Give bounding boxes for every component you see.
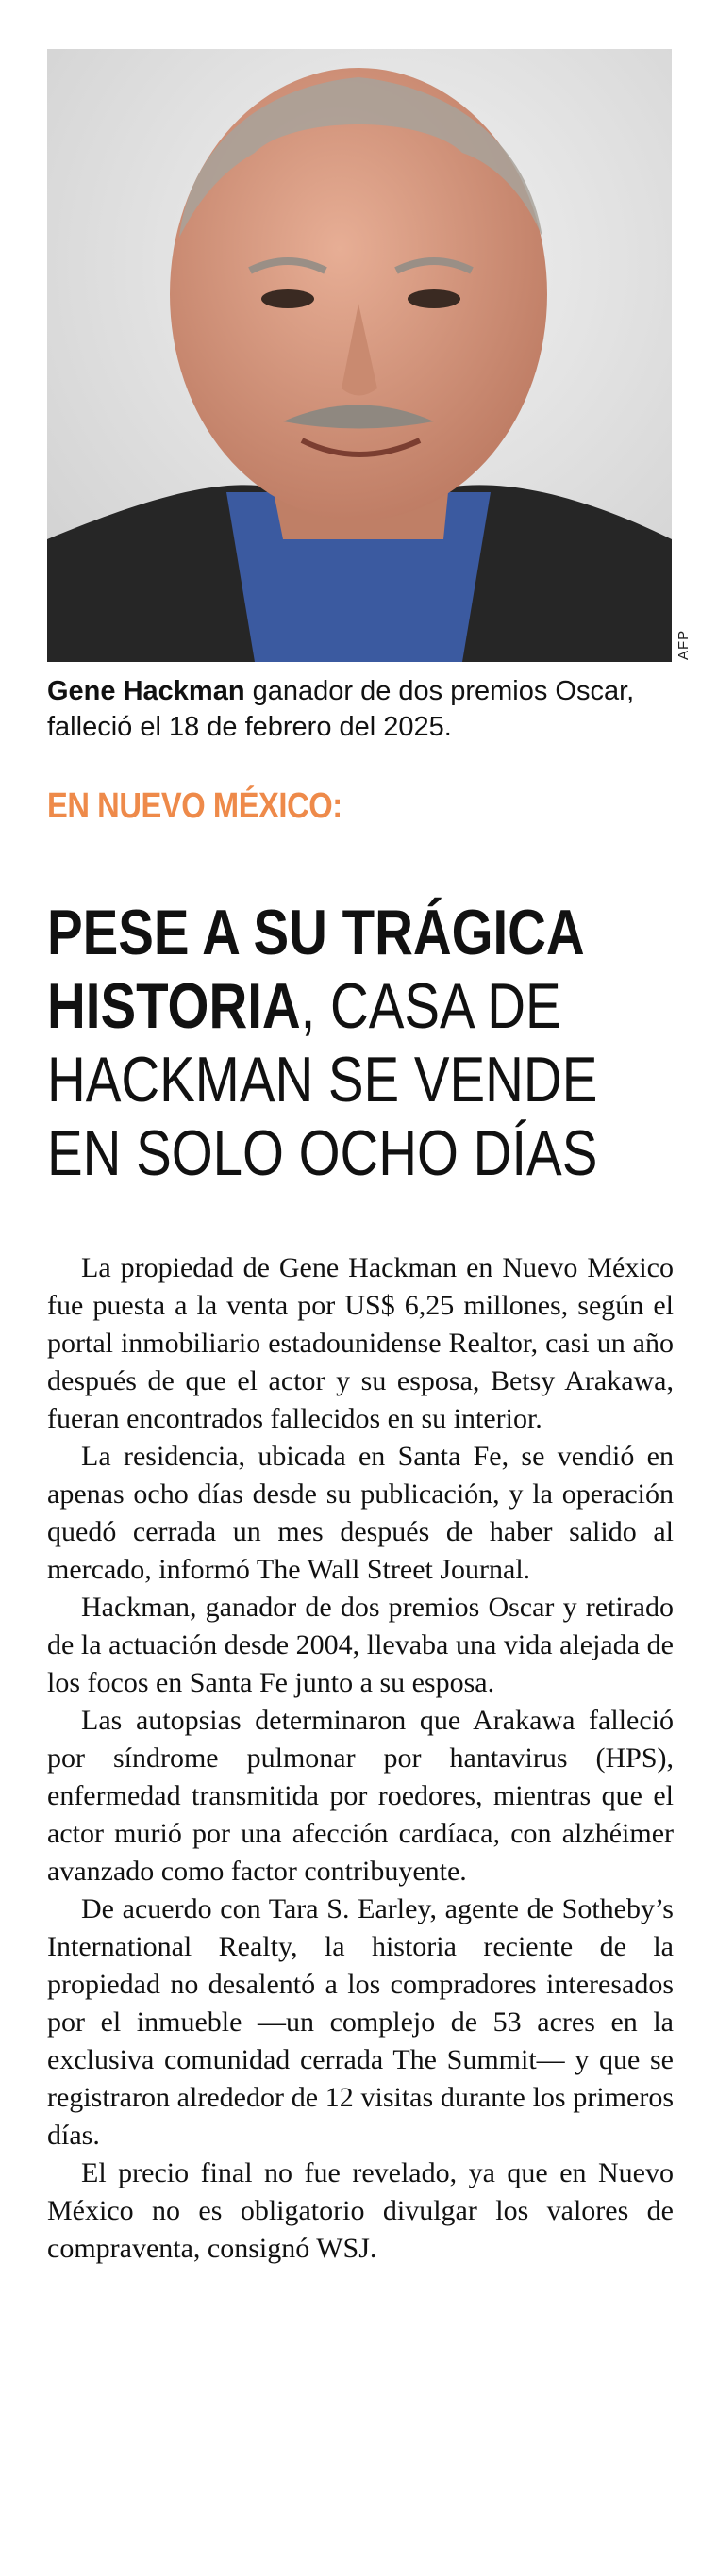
headline: [47, 896, 642, 1190]
article-paragraph: Hackman, ganador de dos premios Oscar y retirado de la actuación desde 2004, llevaba una vida alejada de los focos en Santa Fe junto a su esposa.: [47, 1592, 674, 1698]
caption-text: ganador de dos premios Oscar, falleció el 18 de febrero del 2025.: [47, 676, 635, 742]
article-paragraph: De acuerdo con Tara S. Earley, agente de Sotheby’s International Realty, la historia reciente de la propiedad no desalentó a los compradores interesados por el inmueble —un complejo de 53 acres en la exclusiva comunidad cerrada The Summit— y que se registraron alrededor de 12 visitas durante los primeros días.: [47, 1893, 674, 2151]
photo-credit: AFP: [675, 629, 692, 660]
article-paragraph: Las autopsias determinaron que Arakawa falleció por síndrome pulmonar por hantavirus (HPS), enfermedad transmitida por roedores, mientras que el actor murió por una afección cardíaca, con alzhéimer avanzado como factor contribuyente.: [47, 1705, 674, 1887]
article-body: [47, 1249, 674, 2268]
article-paragraph: El precio final no fue revelado, ya que en Nuevo México no es obligatorio divulgar los valores de compraventa, consignó WSJ.: [47, 2157, 674, 2264]
section-label: EN NUEVO MÉXICO:: [47, 786, 342, 826]
photo-gene-hackman: [47, 49, 672, 662]
caption-name: Gene Hackman: [47, 676, 245, 706]
portrait-image: [47, 49, 672, 662]
headline-bold: PESE A SU TRÁGICA HISTORIA: [47, 897, 583, 1042]
headline-rest: , CASA DE HACKMAN SE VENDE EN SOLO OCHO DÍAS: [47, 970, 598, 1189]
article-paragraph: La residencia, ubicada en Santa Fe, se vendió en apenas ocho días desde su publicación, y la operación quedó cerrada un mes después de haber salido al mercado, informó The Wall Street Journal.: [47, 1441, 674, 1585]
article-paragraph: La propiedad de Gene Hackman en Nuevo México fue puesta a la venta por US$ 6,25 millones, según el portal inmobiliario estadounidense Realtor, casi un año después de que el actor y su esposa, Betsy Arakawa, fueran encontrados fallecidos en su interior.: [47, 1252, 674, 1434]
photo-caption: [47, 673, 675, 745]
